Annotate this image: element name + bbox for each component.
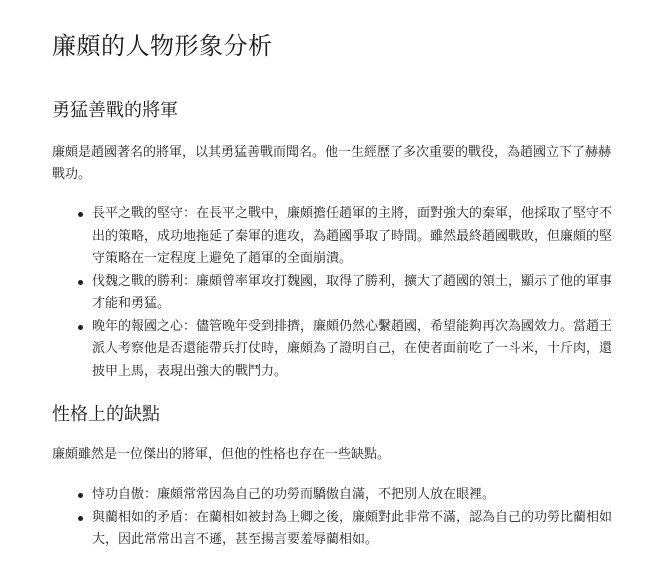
bullet-list-character-flaws	[78, 484, 614, 552]
section-intro-brave-general: 廉頗是趙國著名的將軍，以其勇猛善戰而聞名。他一生經歷了多次重要的戰役，為趙國立下了赫赫戰功。	[52, 145, 612, 182]
list-item: 晚年的報國之心：儘管晚年受到排擠，廉頗仍然心繫趙國，希望能夠再次為國效力。當趙王派人考察他是否還能帶兵打仗時，廉頗為了證明自己，在使者面前吃了一斗米，十斤肉，還披甲上馬，表現出強大的戰鬥力。	[78, 316, 614, 384]
list-item: 伐魏之戰的勝利：廉頗曾率軍攻打魏國，取得了勝利，擴大了趙國的領土，顯示了他的軍事才能和勇猛。	[78, 271, 614, 316]
list-item: 與藺相如的矛盾：在藺相如被封為上卿之後，廉頗對此非常不滿，認為自己的功勞比藺相如大，因此常常出言不遜，甚至揚言要羞辱藺相如。	[78, 507, 614, 552]
list-item: 恃功自傲：廉頗常常因為自己的功勞而驕傲自滿，不把別人放在眼裡。	[78, 484, 614, 507]
section-intro-character-flaws: 廉頗雖然是一位傑出的將軍，但他的性格也存在一些缺點。	[52, 447, 391, 462]
list-item: 長平之戰的堅守：在長平之戰中，廉頗擔任趙軍的主將，面對強大的秦軍，他採取了堅守不出的策略，成功地拖延了秦軍的進攻，為趙國爭取了時間。雖然最終趙國戰敗，但廉頗的堅守策略在一定程度上避免了趙軍的全面崩潰。	[78, 203, 614, 271]
bullet-list-brave-general	[78, 203, 614, 383]
section-heading-brave-general: 勇猛善戰的將軍	[52, 100, 178, 121]
section-heading-character-flaws: 性格上的缺點	[52, 404, 160, 425]
page-title: 廉頗的人物形象分析	[52, 32, 273, 60]
